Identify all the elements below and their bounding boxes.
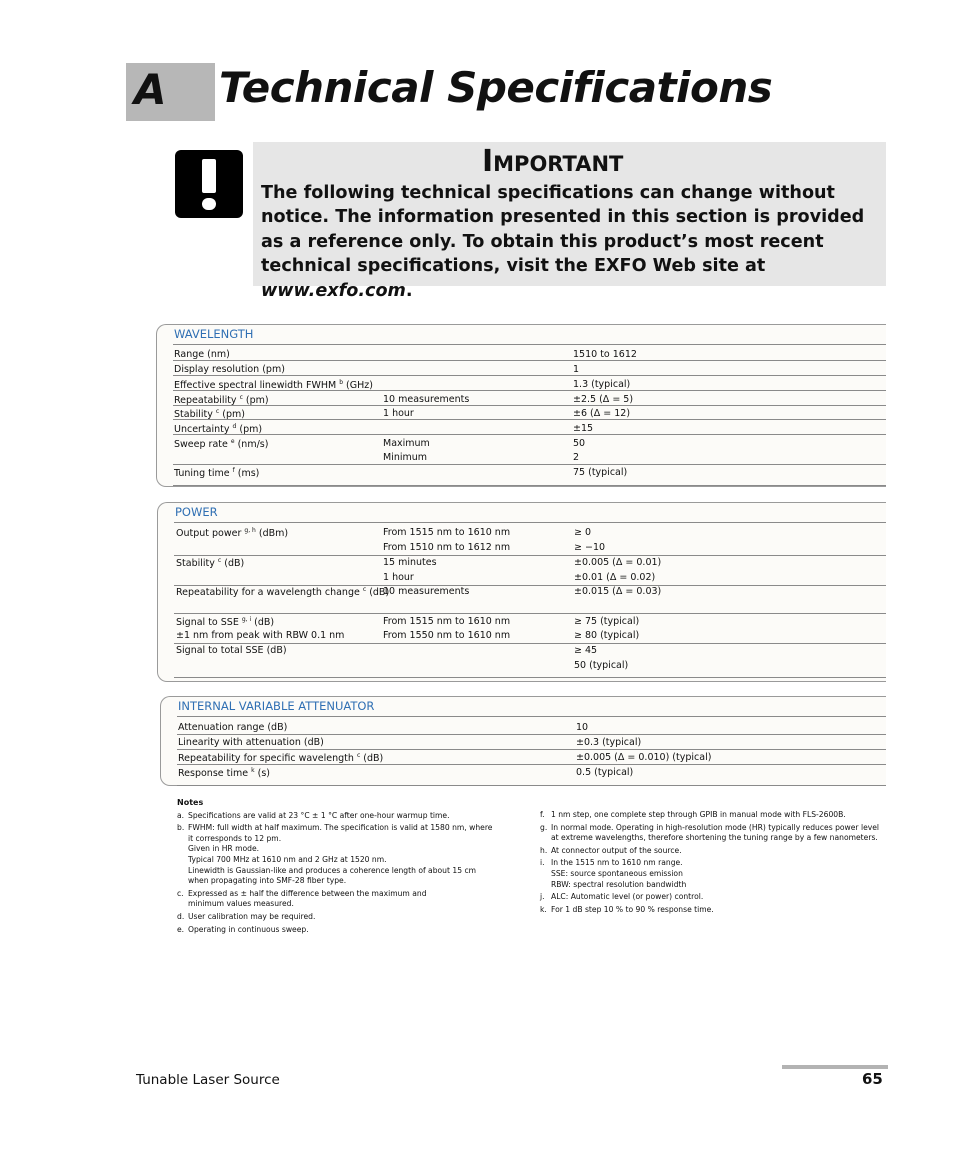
parameter-name: Linearity with attenuation (dB) <box>178 737 324 748</box>
row-divider <box>173 360 886 361</box>
footnote-line: Specifications are valid at 23 °C ± 1 °C after one-hour warmup time. <box>188 810 450 820</box>
footnote <box>177 925 517 936</box>
spec-condition: Maximum <box>383 438 430 449</box>
spec-parameter <box>176 557 244 569</box>
footnote-ref: b <box>339 379 344 386</box>
exclamation-icon <box>175 150 243 218</box>
spec-condition: From 1510 nm to 1612 nm <box>383 542 511 553</box>
spec-parameter <box>178 767 270 779</box>
footnote-ref: c <box>215 408 220 415</box>
footnote-line: it corresponds to 12 pm. <box>188 833 282 843</box>
footnote-key: j. <box>540 892 545 902</box>
parameter-name: Stability <box>174 409 213 421</box>
footnote-line: Expressed as ± half the difference between the maximum and <box>188 888 427 898</box>
footnote-line: FWHM: full width at half maximum. The specification is valid at 1580 nm, where <box>188 823 493 833</box>
spec-value: ±6 (Δ = 12) <box>573 408 631 419</box>
row-divider <box>173 405 886 406</box>
footnote <box>540 823 880 844</box>
spec-value: 50 <box>573 438 586 449</box>
footnote-ref: f <box>232 467 235 474</box>
footnote <box>177 912 517 923</box>
parameter-unit: (dBm) <box>255 528 289 540</box>
spec-parameter <box>176 527 288 539</box>
spec-value: ±0.015 (Δ = 0.03) <box>574 586 662 597</box>
footnote-ref: k <box>251 767 255 774</box>
parameter-name: Attenuation range (dB) <box>178 722 288 733</box>
page-number: 65 <box>862 1070 883 1088</box>
spec-value: ≥ 75 (typical) <box>574 616 640 627</box>
footnote-line: minimum values measured. <box>188 899 294 909</box>
footnote-key: b. <box>177 823 185 833</box>
spec-value: ±2.5 (Δ = 5) <box>573 394 634 405</box>
wavelength-table <box>156 324 886 487</box>
spec-value: 10 <box>576 722 589 733</box>
parameter-unit: (dB) <box>366 587 390 599</box>
exfo-website-link[interactable]: www.exfo.com <box>261 280 406 301</box>
footnote <box>540 905 880 916</box>
spec-parameter <box>174 408 245 420</box>
spec-condition: 10 measurements <box>383 586 470 597</box>
exclamation-bar <box>202 159 216 193</box>
row-divider <box>173 434 886 435</box>
row-divider <box>177 716 886 717</box>
notes-right-column <box>540 808 880 915</box>
chapter-letter: A <box>134 65 167 114</box>
parameter-name: Signal to SSE <box>176 617 239 629</box>
spec-condition: From 1515 nm to 1610 nm <box>383 527 511 538</box>
spec-parameter <box>178 752 383 764</box>
parameter-unit: (dB) <box>221 558 245 570</box>
parameter-name: Repeatability for specific wavelength <box>178 753 354 765</box>
footer-product-name: Tunable Laser Source <box>136 1072 280 1088</box>
spec-parameter <box>174 349 230 360</box>
spec-parameter <box>174 423 262 435</box>
parameter-unit: (dB) <box>251 617 275 629</box>
spec-parameter <box>176 645 287 656</box>
parameter-name: Repeatability for a wavelength change <box>176 587 360 599</box>
parameter-name: Uncertainty <box>174 424 230 436</box>
footnote-key: i. <box>540 858 545 868</box>
parameter-name: Tuning time <box>174 468 230 480</box>
spec-value: ±0.005 (Δ = 0.01) <box>574 557 662 568</box>
power-table <box>157 502 886 682</box>
spec-parameter <box>178 737 324 748</box>
footnote <box>540 846 880 857</box>
footnote-line: At connector output of the source. <box>551 845 682 855</box>
spec-parameter <box>176 616 274 628</box>
row-divider <box>174 522 886 523</box>
parameter-name: Repeatability <box>174 395 237 407</box>
table-title: INTERNAL VARIABLE ATTENUATOR <box>178 699 375 713</box>
spec-condition: From 1515 nm to 1610 nm <box>383 616 511 627</box>
spec-value: 75 (typical) <box>573 467 628 478</box>
chapter-title: Technical Specifications <box>219 63 773 112</box>
footnote <box>177 823 517 887</box>
footnote-ref: g, h <box>244 527 256 534</box>
footnote-line: In the 1515 nm to 1610 nm range. <box>551 858 683 868</box>
footnote-line: For 1 dB step 10 % to 90 % response time. <box>551 904 714 914</box>
row-divider <box>173 485 886 486</box>
row-divider <box>173 419 886 420</box>
parameter-name: Signal to total SSE (dB) <box>176 645 287 656</box>
spec-parameter <box>174 438 268 450</box>
footnote-line: RBW: spectral resolution bandwidth <box>551 879 687 889</box>
parameter-name: Sweep rate <box>174 439 228 451</box>
spec-value: 50 (typical) <box>574 660 629 671</box>
footnote-ref: g, i <box>241 616 252 623</box>
spec-condition: Minimum <box>383 452 428 463</box>
attenuator-table <box>160 696 886 786</box>
footnote-line: User calibration may be required. <box>188 911 316 921</box>
parameter-name: Response time <box>178 768 249 780</box>
parameter-name: Range (nm) <box>174 349 230 360</box>
footnote-key: d. <box>177 911 185 921</box>
row-divider <box>173 464 886 465</box>
footnote-line: 1 nm step, one complete step through GPIB in manual mode with FLS-2600B. <box>551 810 846 819</box>
important-text-main: The following technical specifications can change without notice. The information presented in this section is provided as a reference only. To obtain this product’s most recent technical specifications, visit the EXFO Web site at <box>261 183 865 277</box>
parameter-unit: (pm) <box>219 409 245 421</box>
footnote-line: when propagating into SMF-28 fiber type. <box>188 876 347 886</box>
footnote-line: ALC: Automatic level (or power) control. <box>551 892 704 902</box>
parameter-unit: (pm) <box>242 395 269 407</box>
spec-parameter <box>178 722 287 733</box>
important-heading: Important <box>482 144 624 179</box>
spec-value: ±15 <box>573 423 594 434</box>
footnote-key: g. <box>540 822 548 832</box>
spec-condition: 10 measurements <box>383 394 470 405</box>
spec-value: ≥ 45 <box>574 645 598 656</box>
footnote-line: In normal mode. Operating in high-resolution mode (HR) typically reduces power level <box>551 822 880 832</box>
parameter-name: ±1 nm from peak with RBW 0.1 nm <box>176 630 345 641</box>
spec-value: ±0.01 (Δ = 0.02) <box>574 572 656 583</box>
footnote <box>540 810 880 821</box>
important-notice <box>253 142 886 301</box>
spec-value: 2 <box>573 452 580 463</box>
spec-value: ±0.3 (typical) <box>576 737 642 748</box>
footnote <box>177 889 517 910</box>
spec-parameter <box>174 394 269 406</box>
parameter-name: Output power <box>176 528 242 540</box>
footnote <box>540 892 880 903</box>
footnote-line: Operating in continuous sweep. <box>188 924 309 934</box>
footnote-ref: c <box>239 394 243 401</box>
spec-parameter <box>174 467 259 479</box>
row-divider <box>177 734 886 735</box>
spec-parameter <box>174 364 285 375</box>
parameter-unit: (s) <box>254 768 271 780</box>
footnote-key: f. <box>540 810 545 819</box>
footnote <box>540 858 880 890</box>
footnote-line: Given in HR mode. <box>188 844 260 854</box>
spec-condition: 15 minutes <box>383 557 437 568</box>
row-divider <box>177 785 886 786</box>
parameter-name: Effective spectral linewidth FWHM <box>174 380 337 392</box>
row-divider <box>173 375 886 376</box>
footer-bar <box>782 1065 888 1069</box>
spec-condition: 1 hour <box>383 572 414 583</box>
parameter-name: Display resolution (pm) <box>174 364 285 375</box>
spec-value: ±0.005 (Δ = 0.010) (typical) <box>576 752 712 763</box>
table-title: POWER <box>175 505 218 519</box>
footnote-line: Linewidth is Gaussian-like and produces a coherence length of about 15 cm <box>188 865 477 875</box>
notes-heading: Notes <box>177 798 204 807</box>
footnote-line: SSE: source spontaneous emission <box>551 868 683 878</box>
parameter-unit: (nm/s) <box>234 439 269 451</box>
exclamation-dot <box>202 198 216 210</box>
row-divider <box>174 643 886 644</box>
footnote-line: at extreme wavelengths, therefore shortening the tuning range by a few nanometers. <box>551 833 878 843</box>
spec-parameter <box>174 379 373 391</box>
spec-condition: From 1550 nm to 1610 nm <box>383 630 511 641</box>
important-text-end: . <box>405 280 413 301</box>
footnote-ref: d <box>232 423 237 430</box>
spec-value: 1.3 (typical) <box>573 379 631 390</box>
notes-left-column <box>177 798 517 935</box>
spec-value: 1510 to 1612 <box>573 349 637 360</box>
table-title: WAVELENGTH <box>174 327 254 341</box>
parameter-unit: (ms) <box>234 468 260 480</box>
row-divider <box>174 613 886 614</box>
footnote-ref: c <box>362 586 367 593</box>
spec-value: 1 <box>573 364 580 375</box>
spec-value: ≥ 80 (typical) <box>574 630 640 641</box>
spec-parameter <box>176 630 344 641</box>
spec-value: 0.5 (typical) <box>576 767 634 778</box>
parameter-unit: (GHz) <box>343 380 373 392</box>
parameter-unit: (pm) <box>236 424 263 436</box>
spec-value: ≥ 0 <box>574 527 592 538</box>
footnote-ref: c <box>356 752 361 759</box>
row-divider <box>174 555 886 556</box>
footnote-ref: e <box>230 438 235 445</box>
row-divider <box>174 677 886 678</box>
spec-condition: 1 hour <box>383 408 414 419</box>
important-text <box>261 181 881 303</box>
footnote-key: c. <box>177 888 184 898</box>
footnote-key: k. <box>540 904 547 914</box>
parameter-unit: (dB) <box>360 753 384 765</box>
parameter-name: Stability <box>176 558 215 570</box>
footnote-key: e. <box>177 924 185 934</box>
spec-value: ≥ −10 <box>574 542 606 553</box>
footnote-ref: c <box>217 557 222 564</box>
row-divider <box>177 749 886 750</box>
chapter-letter-block <box>126 63 215 121</box>
footnote-key: h. <box>540 845 548 855</box>
spec-parameter <box>176 586 389 598</box>
footnote-line: Typical 700 MHz at 1610 nm and 2 GHz at 1520 nm. <box>188 854 387 864</box>
row-divider <box>173 344 886 345</box>
footnote <box>177 811 517 822</box>
footnote-key: a. <box>177 810 185 820</box>
